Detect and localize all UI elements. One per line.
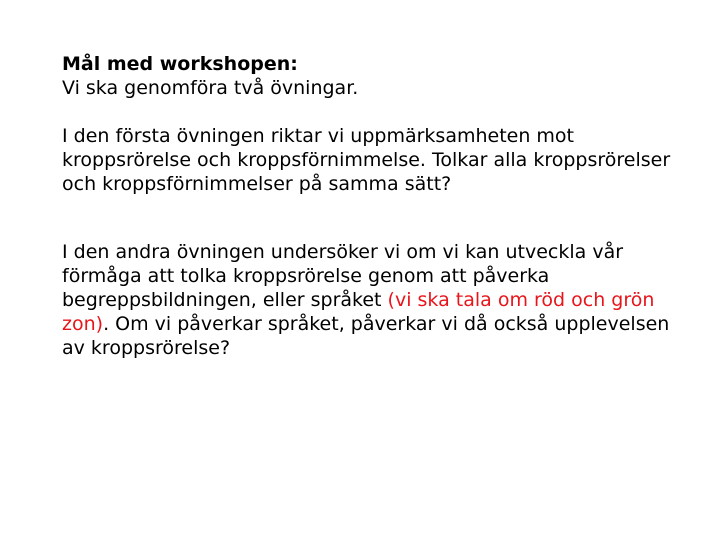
exercise-two-text-start: I den andra övningen undersöker vi om vi kan utveckla vår förmåga att tolka kroppsrörelse genom att påverka begreppsbildningen, eller språket <box>62 241 624 311</box>
exercise-two-text-end: . Om vi påverkar språket, påverkar vi då också upplevelsen av kroppsrörelse? <box>62 313 670 359</box>
exercise-one-text: I den första övningen riktar vi uppmärksamheten mot kroppsrörelse och kroppsförnimmelse. Tolkar alla kroppsrörelser och kroppsförnimmelser på samma sätt? <box>62 125 671 195</box>
red-green-zone-highlight: (vi ska tala om röd och grön zon) <box>62 289 655 335</box>
slide-heading: Mål med workshopen: <box>62 53 298 75</box>
intro-text: Vi ska genomföra två övningar. <box>62 77 359 99</box>
slide-content <box>62 52 682 360</box>
exercise-two-text <box>62 240 682 360</box>
